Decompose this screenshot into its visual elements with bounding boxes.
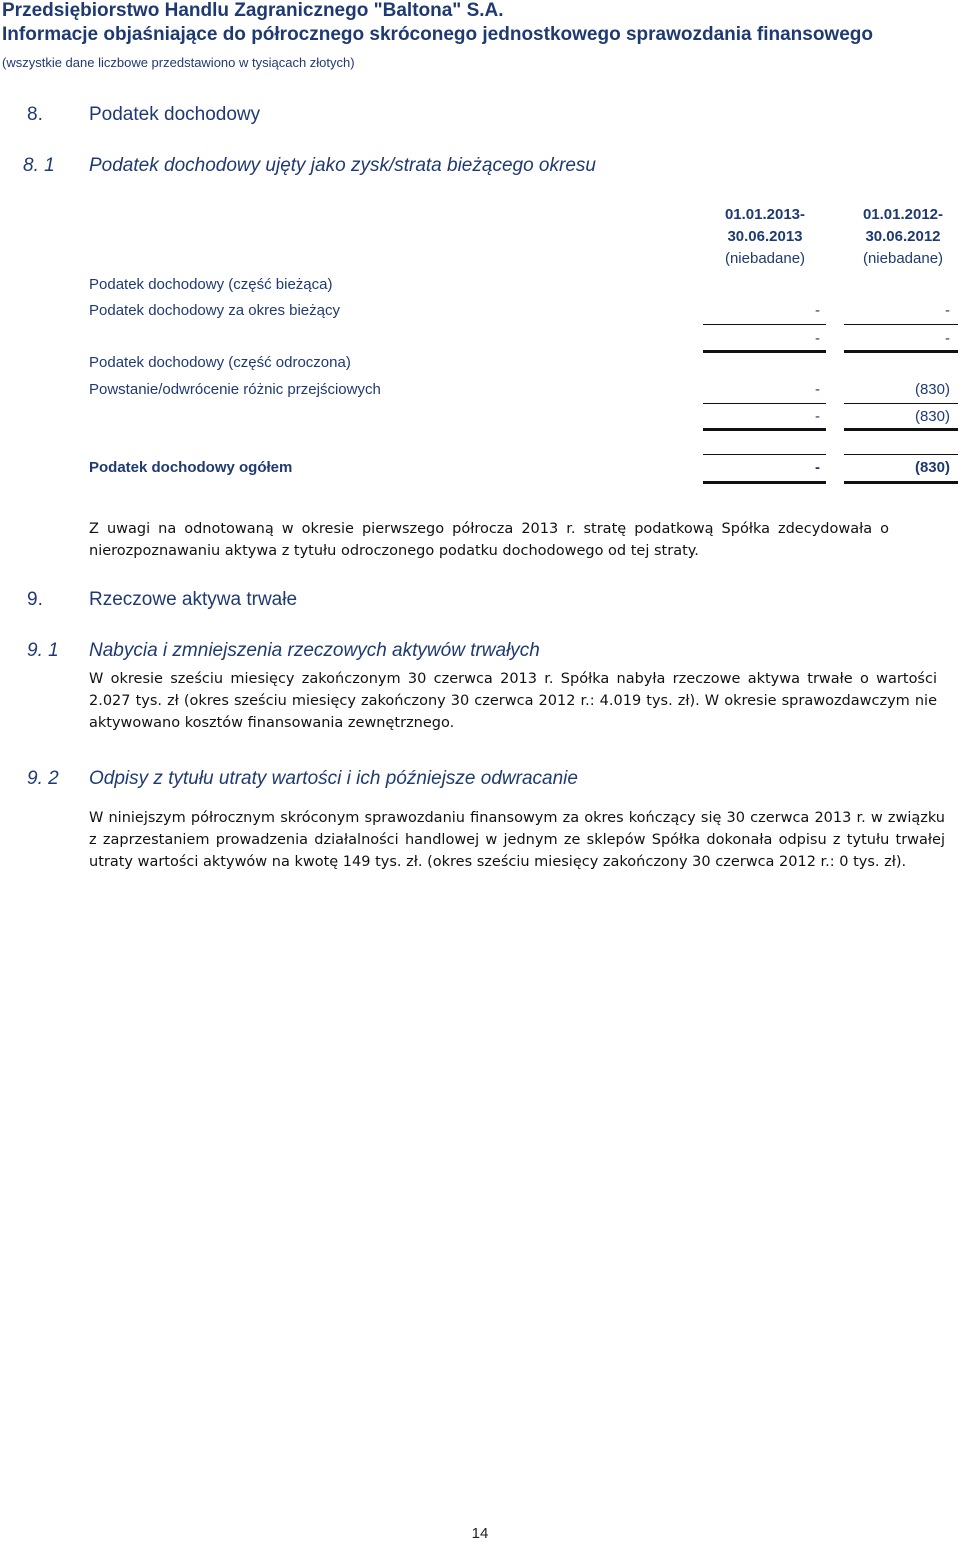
section-8-number: 8. <box>27 104 43 125</box>
double-rule <box>844 350 958 353</box>
deferred-tax-row-2013: - <box>815 381 820 398</box>
document-title: Informacje objaśniające do półrocznego skróconego jednostkowego sprawozdania finansowego <box>2 24 873 45</box>
column-2012-range-end: 30.06.2012 <box>865 228 941 245</box>
rule <box>844 324 958 325</box>
rule <box>703 454 826 455</box>
deferred-tax-note: Z uwagi na odnotowaną w okresie pierwszego półrocza 2013 r. stratę podatkową Spółka zdecydowała o nierozpoznawaniu aktywa z tytułu odroczonego podatku dochodowego od tej straty. <box>89 521 889 559</box>
deferred-tax-row-label: Powstanie/odwrócenie różnic przejściowych <box>89 381 381 398</box>
column-2012-range-start: 01.01.2012- <box>862 206 944 223</box>
double-rule <box>844 481 958 484</box>
double-rule <box>703 350 826 353</box>
page-number: 14 <box>471 1525 489 1542</box>
rule <box>703 403 826 404</box>
column-2013-range-end: 30.06.2013 <box>727 228 803 245</box>
section-9-2-paragraph: W niniejszym półrocznym skróconym sprawozdaniu finansowym za okres kończący się 30 czerwca 2013 r. w związku z zaprzestaniem prowadzenia działalności handlowej w jednym ze sklepów Spółka dokonała odpisu z tytułu trwałej utraty wartości aktywów na kwotę 149 tys. zł. (okres sześciu miesięcy zakończony 30 czerwca 2012 r.: 0 tys. zł). <box>89 810 945 870</box>
column-header-2012 <box>838 204 960 270</box>
rule <box>703 324 826 325</box>
current-tax-total-2012: - <box>945 330 950 347</box>
column-2013-range-start: 01.01.2013- <box>724 206 806 223</box>
double-rule <box>703 481 826 484</box>
deferred-tax-row-2012: (830) <box>914 381 950 398</box>
deferred-tax-total-2012: (830) <box>914 408 950 425</box>
section-9-1-paragraph: W okresie sześciu miesięcy zakończonym 30 czerwca 2013 r. Spółka nabyła rzeczowe aktywa trwałe o wartości 2.027 tys. zł (okres sześciu miesięcy zakończony 30 czerwca 2012 r.: 4.019 tys. zł). W okresie sprawozdawczym nie aktywowano kosztów finansowania zewnętrznego. <box>89 671 937 731</box>
section-9-2-title: Odpisy z tytułu utraty wartości i ich późniejsze odwracanie <box>89 768 578 789</box>
rule <box>844 403 958 404</box>
section-8-1-title: Podatek dochodowy ujęty jako zysk/strata bieżącego okresu <box>89 155 596 176</box>
double-rule <box>844 428 958 431</box>
current-tax-total-2013: - <box>815 330 820 347</box>
section-8-1-number: 8. 1 <box>23 155 55 176</box>
column-2013-audit-status: (niebadane) <box>724 250 806 267</box>
total-tax-2012: (830) <box>914 459 950 476</box>
current-tax-heading: Podatek dochodowy (część bieżąca) <box>89 276 333 293</box>
column-2012-audit-status: (niebadane) <box>862 250 944 267</box>
current-tax-row-2012: - <box>945 302 950 319</box>
section-9-1-number: 9. 1 <box>27 640 59 661</box>
double-rule <box>703 428 826 431</box>
section-8-title: Podatek dochodowy <box>89 104 261 125</box>
units-note: (wszystkie dane liczbowe przedstawiono w tysiącach złotych) <box>2 55 355 70</box>
current-tax-row-2013: - <box>815 302 820 319</box>
deferred-tax-total-2013: - <box>815 408 820 425</box>
section-9-title: Rzeczowe aktywa trwałe <box>89 589 298 610</box>
deferred-tax-heading: Podatek dochodowy (część odroczona) <box>89 354 351 371</box>
section-9-number: 9. <box>27 589 43 610</box>
section-9-1-title: Nabycia i zmniejszenia rzeczowych aktywów trwałych <box>89 640 540 661</box>
total-tax-2013: - <box>815 459 820 476</box>
total-tax-label: Podatek dochodowy ogółem <box>89 459 293 476</box>
section-9-2-number: 9. 2 <box>27 768 59 789</box>
current-tax-row-label: Podatek dochodowy za okres bieżący <box>89 302 340 319</box>
column-header-2013 <box>700 204 830 270</box>
rule <box>844 454 958 455</box>
company-name: Przedsiębiorstwo Handlu Zagranicznego "Baltona" S.A. <box>2 0 504 21</box>
